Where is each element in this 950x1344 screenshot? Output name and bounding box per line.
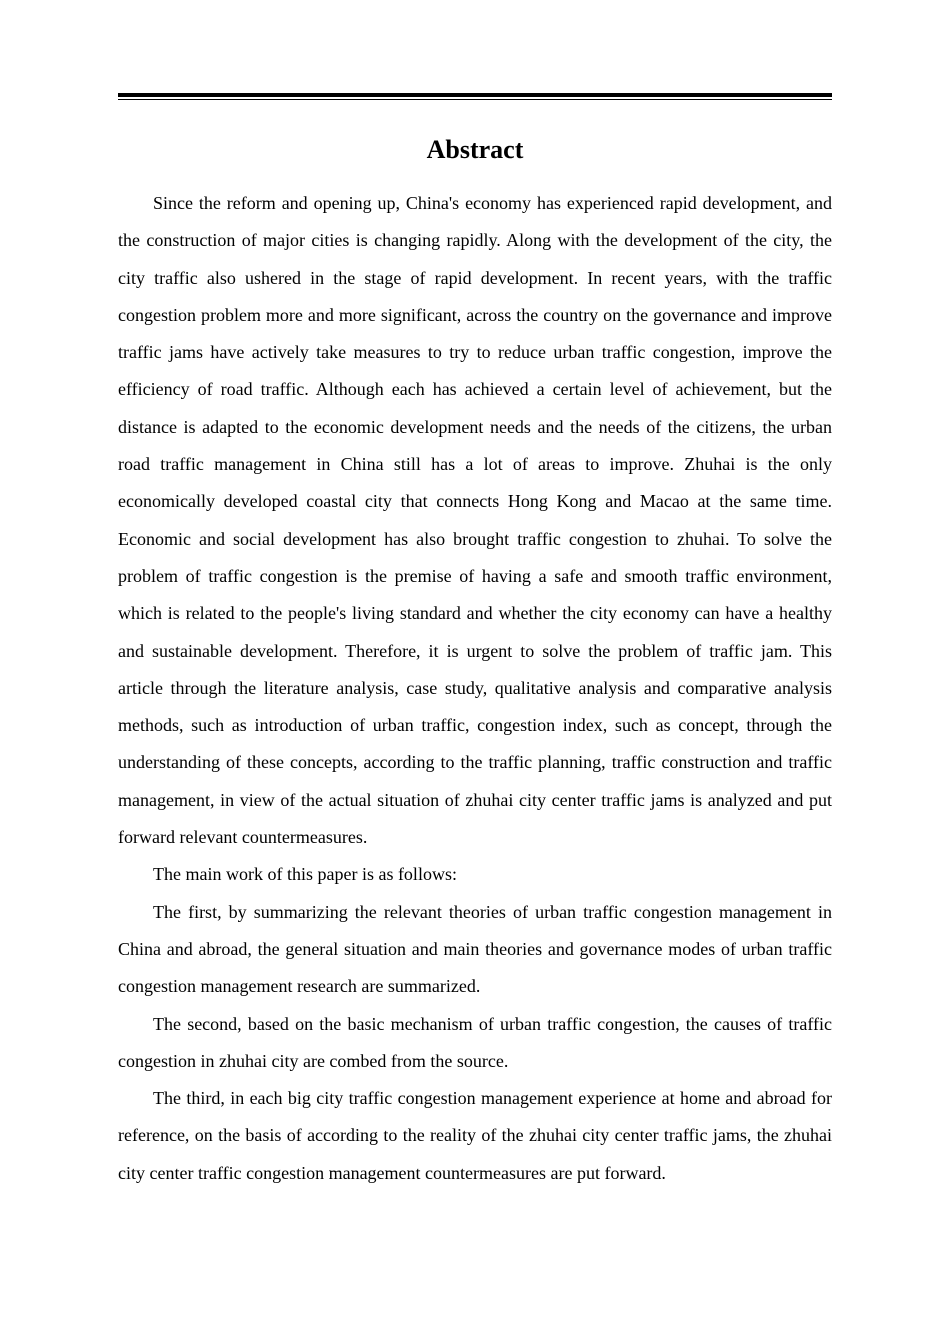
header-double-rule <box>118 93 832 100</box>
header-rule-thin <box>118 99 832 100</box>
paragraph-third: The third, in each big city traffic congestion management experience at home and abroad for reference, on the basis of according to the reality of the zhuhai city center traffic jams, the zhuhai city center traffic congestion management countermeasures are put forward. <box>118 1088 832 1183</box>
paragraph-main-work: The main work of this paper is as follows: <box>153 864 457 885</box>
abstract-title: Abstract <box>426 135 524 164</box>
paragraph-intro: Since the reform and opening up, China's economy has experienced rapid development, and the construction of major cities is changing rapidly. Along with the development of the city, the city traffic also ushered in the stage of rapid development. In recent years, with the traffic congestion problem more and more significant, across the country on the governance and improve traffic jams have actively take measures to try to reduce urban traffic congestion, improve the efficiency of road traffic. Although each has achieved a certain level of achievement, but the distance is adapted to the economic development needs and the needs of the citizens, the urban road traffic management in China still has a lot of areas to improve. Zhuhai is the only economically developed coastal city that connects Hong Kong and Macao at the same time. Economic and social development has also brought traffic congestion to zhuhai. To solve the problem of traffic congestion is the premise of having a safe and smooth traffic environment, which is related to the people's living standard and whether the city economy can have a healthy and sustainable development. Therefore, it is urgent to solve the problem of traffic jam. This article through the literature analysis, case study, qualitative analysis and comparative analysis methods, such as introduction of urban traffic, congestion index, such as concept, through the understanding of these concepts, according to the traffic planning, traffic construction and traffic management, in view of the actual situation of zhuhai city center traffic jams is analyzed and put forward relevant countermeasures. <box>118 193 832 848</box>
paragraph-second: The second, based on the basic mechanism of urban traffic congestion, the causes of traffic congestion in zhuhai city are combed from the source. <box>118 1013 832 1071</box>
abstract-body <box>118 185 832 1192</box>
paragraph-first: The first, by summarizing the relevant theories of urban traffic congestion management in China and abroad, the general situation and main theories and governance modes of urban traffic congestion management research are summarized. <box>118 901 832 997</box>
